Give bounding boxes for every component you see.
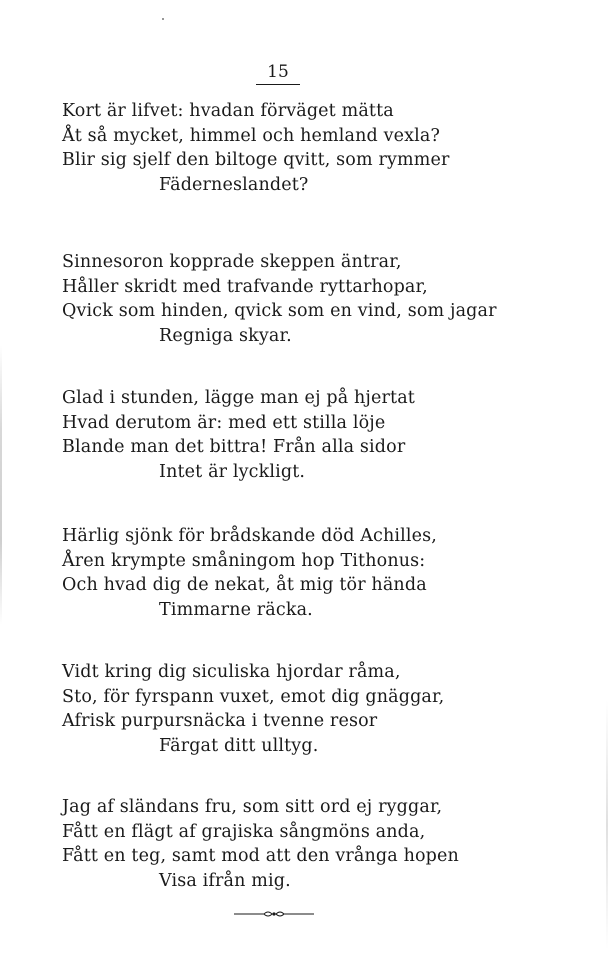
verse-line: Afrisk purpursnäcka i tvenne resor	[62, 711, 378, 731]
verse-line: Åt så mycket, himmel och hemland vexla?	[62, 125, 441, 146]
verse-line-adonic: Timmarne räcka.	[159, 599, 313, 620]
verse-line: Åren krympte småningom hop Tithonus:	[62, 550, 426, 571]
verse-line: Fått en flägt af grajiska sångmöns anda,	[62, 821, 426, 842]
page-number: 15	[256, 62, 300, 85]
left-page-edge	[0, 345, 2, 625]
stanza-5	[62, 660, 592, 758]
verse-line: Hvad derutom är: med ett stilla löje	[62, 412, 386, 433]
verse-line: Qvick som hinden, qvick som en vind, som jagar	[62, 301, 497, 321]
verse-line: Och hvad dig de nekat, åt mig tör hända	[62, 575, 427, 595]
stanza-1	[62, 99, 592, 197]
verse-line-adonic: Fäderneslandet?	[159, 174, 309, 195]
verse-line: Härlig sjönk för brådskande död Achilles,	[62, 526, 438, 546]
stanza-4	[62, 524, 592, 622]
ink-speck	[162, 18, 164, 20]
verse-line: Vidt kring dig siculiska hjordar råma,	[62, 662, 401, 682]
stanza-6	[62, 795, 592, 893]
verse-line: Blande man det bittra! Från alla sidor	[62, 437, 406, 457]
verse-line-adonic: Visa ifrån mig.	[159, 870, 291, 891]
verse-line: Sinnesoron kopprade skeppen äntrar,	[62, 252, 402, 272]
stanza-3	[62, 386, 592, 484]
verse-line-adonic: Regniga skyar.	[159, 325, 292, 346]
verse-line: Håller skridt med trafvande ryttarhopar,	[62, 276, 428, 297]
verse-line: Fått en teg, samt mod att den vrånga hopen	[62, 846, 459, 866]
verse-line-adonic: Intet är lyckligt.	[159, 461, 306, 482]
verse-line: Sto, för fyrspann vuxet, emot dig gnäggar,	[62, 686, 445, 707]
verse-line-adonic: Färgat ditt ulltyg.	[159, 735, 319, 756]
stanza-2	[62, 250, 592, 348]
verse-line: Jag af sländans fru, som sitt ord ej ryggar,	[62, 797, 443, 817]
verse-line: Kort är lifvet: hvadan förväget mätta	[62, 101, 394, 121]
verse-line: Blir sig sjelf den biltoge qvitt, som rymmer	[62, 150, 450, 170]
end-ornament-icon	[234, 908, 314, 920]
verse-line: Glad i stunden, lägge man ej på hjertat	[62, 388, 415, 408]
